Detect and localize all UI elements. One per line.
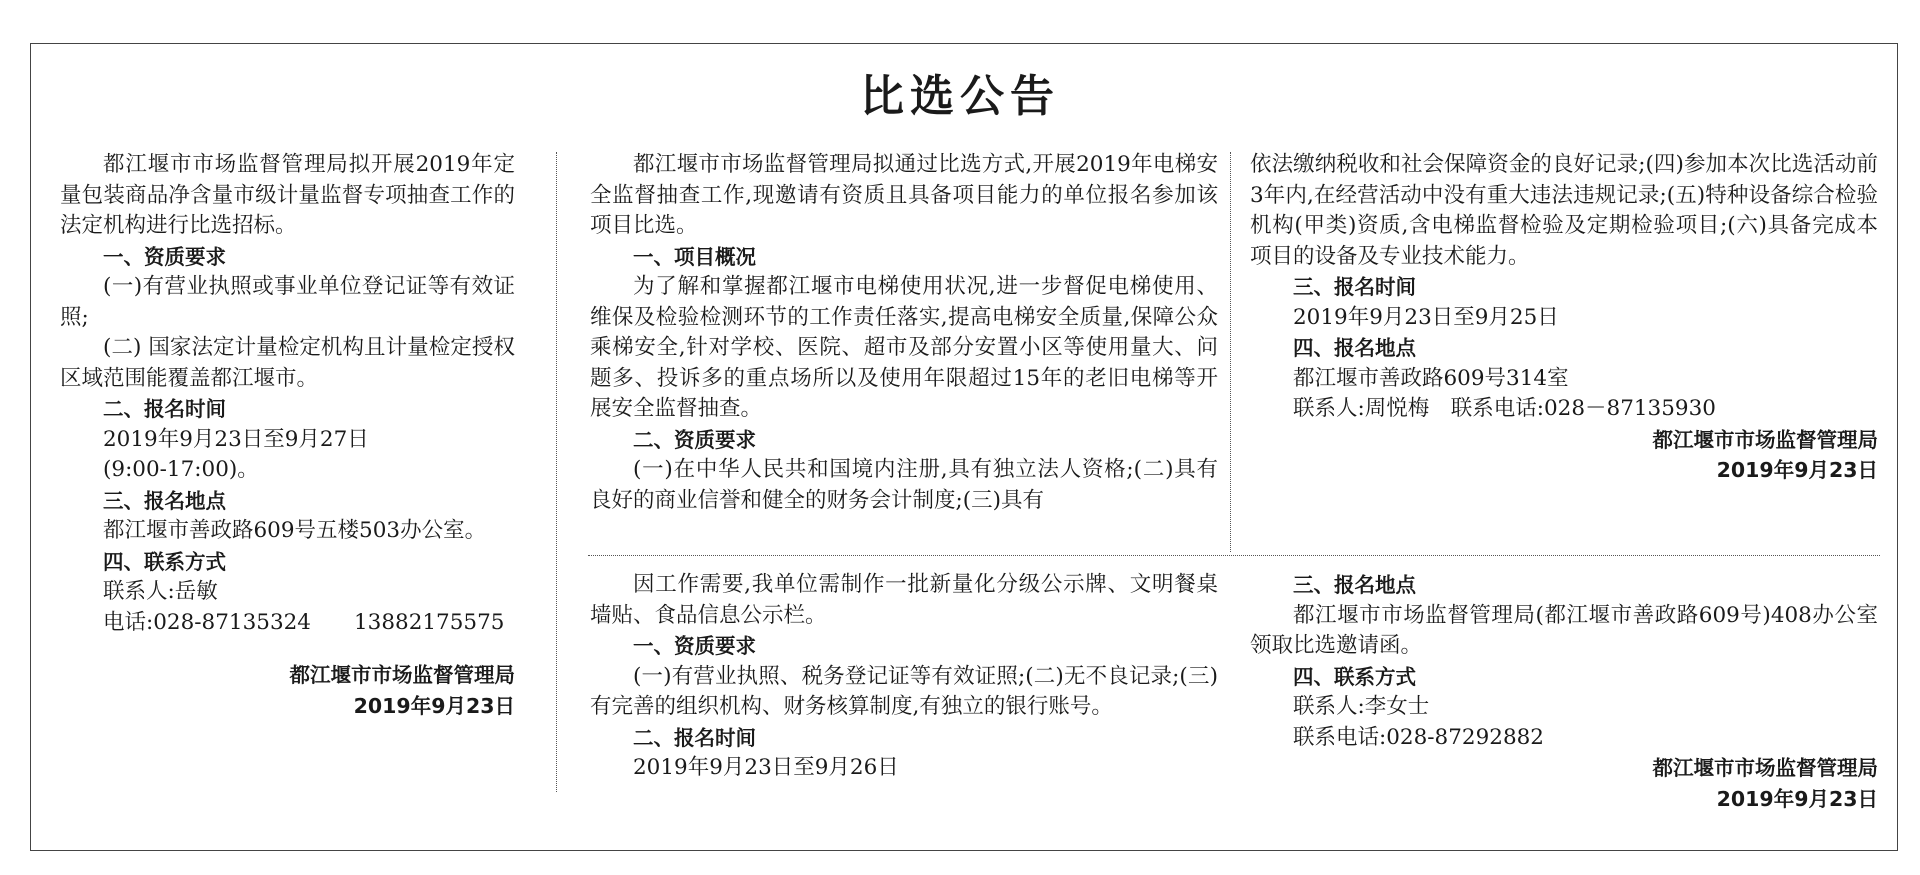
registration-place: 都江堰市善政路609号314室 — [1293, 365, 1569, 391]
contact-phone: 电话:028-87135324 13882175575 — [103, 609, 505, 635]
requirement-text-continued: 依法缴纳税收和社会保障资金的良好记录;(四)参加本次比选活动前3年内,在经营活动中没有重大违法违规记录;(五)特种设备综合检验机构(甲类)资质,含电梯监督检验及定期检验项目;(六)具备完成本项目的设备及专业技术能力。 — [1250, 152, 1878, 269]
contact-person: 联系人:李女士 — [1293, 694, 1430, 719]
registration-time: 2019年9月23日至9月25日 — [1293, 304, 1559, 330]
registration-hours: (9:00-17:00)。 — [103, 457, 259, 482]
section-heading: 三、报名时间 — [1293, 275, 1416, 299]
requirement-text: (一)有营业执照、税务登记证等有效证照;(二)无不良记录;(三)有完善的组织机构、财务核算制度,有独立的银行账号。 — [590, 663, 1218, 719]
intro-text: 都江堰市市场监督管理局拟开展2019年定量包装商品净含量市级计量监督专项抽查工作的法定机构进行比选招标。 — [60, 152, 515, 238]
column-divider-right — [1230, 152, 1231, 552]
issue-date: 2019年9月23日 — [1716, 786, 1878, 811]
issue-date: 2019年9月23日 — [353, 693, 515, 718]
notice-metrology — [60, 150, 515, 721]
notice-signage-continued — [1250, 570, 1878, 814]
project-overview: 为了解和掌握都江堰市电梯使用状况,进一步督促电梯使用、维保及检验检测环节的工作责任落实,提高电梯安全质量,保障公众乘梯安全,针对学校、医院、超市及部分安置小区等使用量大、问题多、投诉多的重点场所以及使用年限超过15年的老旧电梯等开展安全监督抽查。 — [590, 274, 1218, 421]
section-heading: 二、资质要求 — [633, 427, 756, 452]
issuer-org: 都江堰市市场监督管理局 — [1652, 427, 1878, 452]
section-heading: 三、报名地点 — [103, 488, 226, 513]
registration-time: 2019年9月23日至9月26日 — [633, 755, 899, 780]
section-heading: 二、报名时间 — [633, 725, 756, 750]
column-divider-left — [556, 152, 557, 792]
section-heading: 四、报名地点 — [1293, 336, 1416, 360]
requirement-text: (一)在中华人民共和国境内注册,具有独立法人资格;(二)具有良好的商业信誉和健全的财务会计制度;(三)具有 — [590, 457, 1218, 513]
intro-text: 因工作需要,我单位需制作一批新量化分级公示牌、文明餐桌墙贴、食品信息公示栏。 — [590, 572, 1218, 628]
section-heading: 一、资质要求 — [633, 634, 756, 658]
registration-place: 都江堰市善政路609号五楼503办公室。 — [103, 518, 487, 543]
registration-time: 2019年9月23日至9月27日 — [103, 426, 369, 452]
section-heading: 四、联系方式 — [103, 549, 226, 574]
section-heading: 二、报名时间 — [103, 397, 226, 421]
section-heading: 四、联系方式 — [1293, 664, 1416, 689]
page-title: 比选公告 — [860, 71, 1060, 122]
requirement-item: (二) 国家法定计量检定机构且计量检定授权区域范围能覆盖都江堰市。 — [60, 335, 515, 391]
contact-info: 联系人:周悦梅 联系电话:028－87135930 — [1293, 396, 1716, 421]
contact-person: 联系人:岳敏 — [103, 579, 218, 604]
section-heading: 三、报名地点 — [1293, 573, 1416, 597]
notice-signage — [590, 570, 1218, 784]
section-divider — [588, 555, 1880, 556]
intro-text: 都江堰市市场监督管理局拟通过比选方式,开展2019年电梯安全监督抽查工作,现邀请有资质且具备项目能力的单位报名参加该项目比选。 — [590, 152, 1218, 238]
issuer-org: 都江堰市市场监督管理局 — [1652, 756, 1878, 780]
issue-date: 2019年9月23日 — [1716, 458, 1878, 482]
issuer-org: 都江堰市市场监督管理局 — [289, 663, 515, 687]
notice-elevator-continued — [1250, 150, 1878, 486]
registration-place: 都江堰市市场监督管理局(都江堰市善政路609号)408办公室领取比选邀请函。 — [1250, 602, 1878, 658]
requirement-item: (一)有营业执照或事业单位登记证等有效证照; — [60, 274, 515, 330]
section-heading: 一、项目概况 — [633, 244, 756, 269]
contact-phone: 联系电话:028-87292882 — [1293, 724, 1544, 750]
section-heading: 一、资质要求 — [103, 244, 226, 269]
notice-elevator — [590, 150, 1218, 516]
